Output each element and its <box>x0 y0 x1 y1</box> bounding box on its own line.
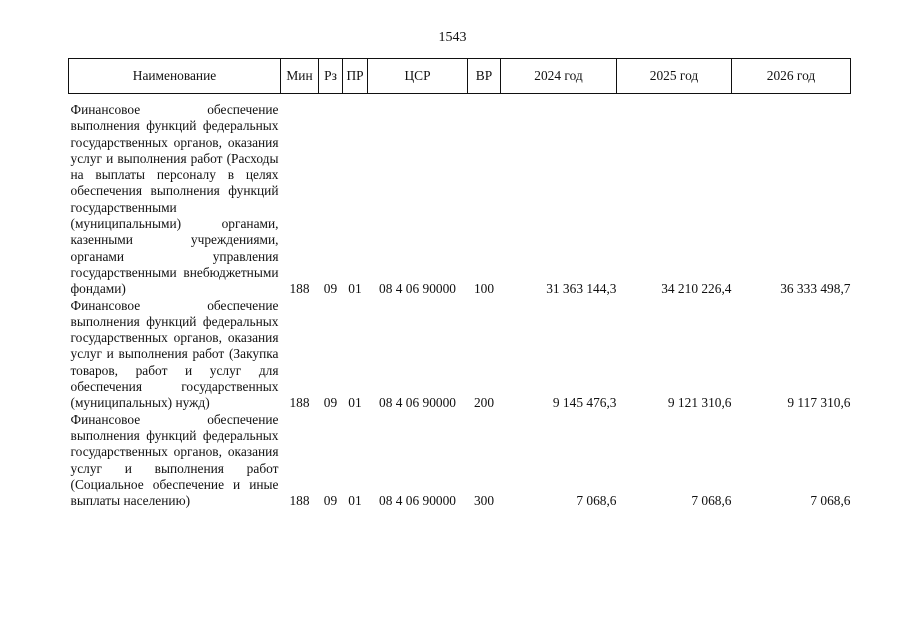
row-min: 188 <box>289 493 310 509</box>
header-csr: ЦСР <box>368 59 468 94</box>
header-pr: ПР <box>343 59 368 94</box>
header-name: Наименование <box>69 59 281 94</box>
row-csr: 08 4 06 90000 <box>379 493 456 509</box>
header-2025: 2025 год <box>617 59 732 94</box>
row-2025: 34 210 226,4 <box>661 281 732 297</box>
table-row <box>69 94 851 298</box>
row-min: 188 <box>289 395 310 411</box>
row-2024: 31 363 144,3 <box>546 281 617 297</box>
row-2024: 7 068,6 <box>576 493 617 509</box>
row-rz: 09 <box>323 281 338 297</box>
row-pr: 01 <box>348 395 362 411</box>
row-min: 188 <box>289 281 310 297</box>
row-vr: 200 <box>473 395 495 411</box>
row-name: Финансовое обеспечение выполнения функций федеральных государственных органов, оказания услуг и выполнения работ (Закупка товаров, работ и услуг для обеспечения государственных (муниципальных) нужд) <box>70 297 279 411</box>
row-csr: 08 4 06 90000 <box>379 395 456 411</box>
header-vr: ВР <box>468 59 501 94</box>
row-rz: 09 <box>323 395 338 411</box>
row-csr: 08 4 06 90000 <box>379 281 456 297</box>
header-min: Мин <box>281 59 319 94</box>
row-2026: 36 333 498,7 <box>780 281 851 297</box>
header-rz: Рз <box>319 59 343 94</box>
row-2026: 9 117 310,6 <box>787 395 851 411</box>
table-header-row <box>69 59 851 94</box>
page-number: 1543 <box>438 30 467 45</box>
row-2025: 7 068,6 <box>691 493 732 509</box>
row-2024: 9 145 476,3 <box>552 395 617 411</box>
row-2026: 7 068,6 <box>810 493 851 509</box>
row-2025: 9 121 310,6 <box>667 395 732 411</box>
table-row <box>69 298 851 412</box>
row-pr: 01 <box>348 493 362 509</box>
table-row <box>69 412 851 510</box>
row-name: Финансовое обеспечение выполнения функций федеральных государственных органов, оказания услуг и выполнения работ (Расходы на выплаты персоналу в целях обеспечения выполнения функций государственными (муниципальными) органами, казенными учреждениями, органами управления государственными внебюджетными фондами) <box>70 102 279 297</box>
budget-table <box>68 58 851 509</box>
header-2026: 2026 год <box>732 59 851 94</box>
row-vr: 100 <box>473 281 495 297</box>
row-vr: 300 <box>473 493 495 509</box>
row-pr: 01 <box>348 281 362 297</box>
row-rz: 09 <box>323 493 338 509</box>
row-name: Финансовое обеспечение выполнения функций федеральных государственных органов, оказания услуг и выполнения работ (Социальное обеспечение и иные выплаты населению) <box>70 411 279 509</box>
header-2024: 2024 год <box>501 59 617 94</box>
